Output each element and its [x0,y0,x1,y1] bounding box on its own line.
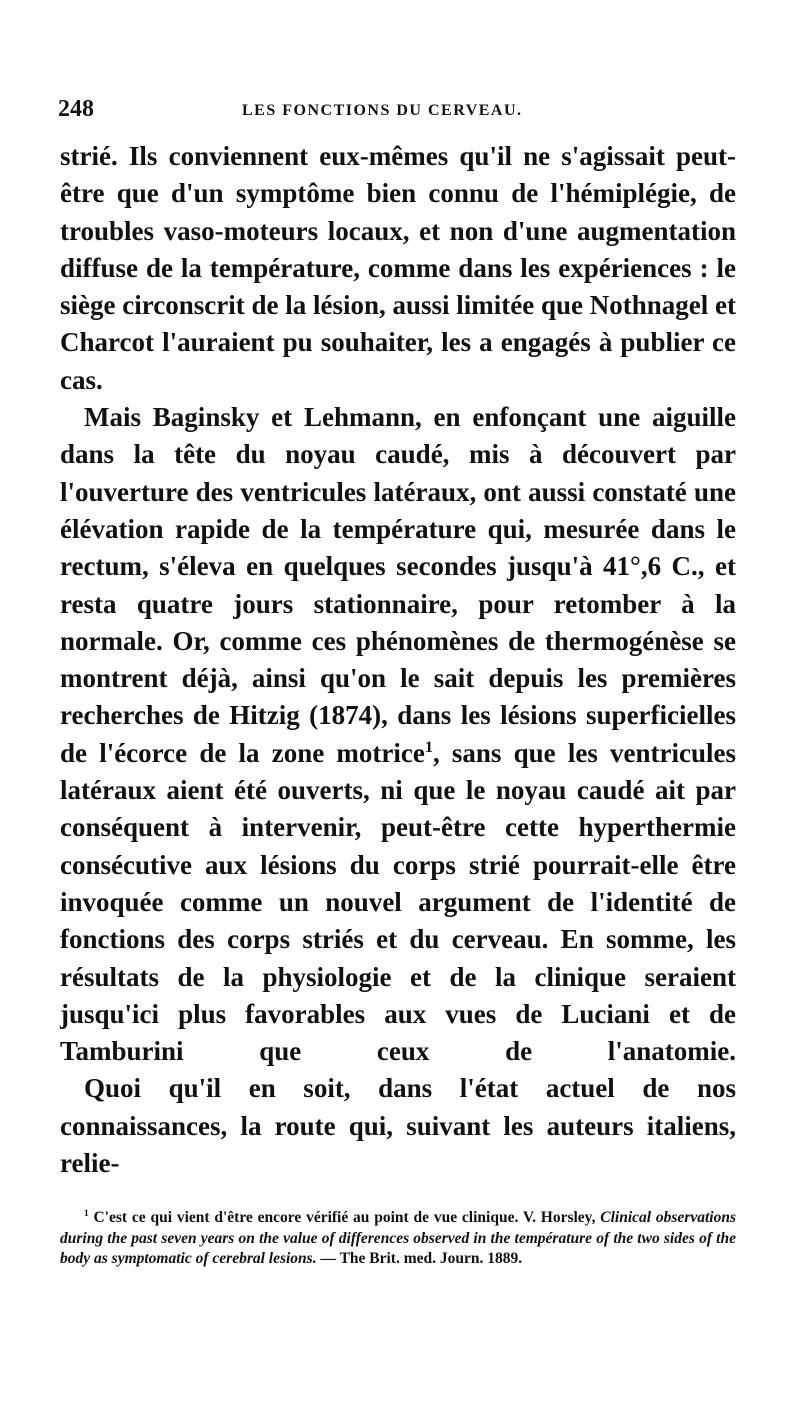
footnote-1 [60,1208,736,1270]
paragraph-2 [60,399,736,1070]
paragraph-3: Quoi qu'il en soit, dans l'état actuel de nos connaissances, la route qui, suivant les auteurs italiens, relie- [60,1073,736,1179]
footnote-text-start: C'est ce qui vient d'être encore vérifié au point de vue clinique. V. Horsley, [88,1209,601,1226]
footnotes [60,1208,736,1270]
page-number: 248 [58,96,94,122]
running-title: LES FONCTIONS DU CERVEAU. [242,102,523,119]
footnote-marker: 1 [84,1208,89,1219]
paragraph-2-text-b: , sans que les ventricules latéraux aient été ouverts, ni que le noyau caudé ait par conséquent à intervenir, peut-être cette hyperthermie consécutive aux lésions du corps strié pourrait-elle être invoquée comme un nouvel argument de l'identité de fonctions des corps striés et du cerveau. En somme, les résultats de la physiologie et de la clinique seraient jusqu'ici plus favorables aux vues de Luciani et de Tamburini que ceux de l'anatomie. [60,737,737,1067]
body-text [60,138,736,1182]
running-head [58,96,738,132]
paragraph-2-text-a: Mais Baginsky et Lehmann, en enfonçant une aiguille dans la tête du noyau caudé, mis à découvert par l'ouverture des ventricules latéraux, ont aussi constaté une élévation rapide de la température qui, mesurée dans le rectum, s'éleva en quelques secondes jusqu'à 41°,6 C., et resta quatre jours stationnaire, pour retomber à la normale. Or, comme ces phénomènes de thermogénèse se montrent déjà, ainsi qu'on le sait depuis les premières recherches de Hitzig (1874), dans les lésions superficielles de l'écorce de la zone motrice [60,402,736,768]
footnote-cited-title: Clinical observations during the past seven years on the value of differences observed in the température of the two sides of the body as symptomatic of cerebral lesions. [60,1209,736,1267]
footnote-reference: 1 [424,737,433,756]
footnote-text-end: — The Brit. med. Journ. 1889. [316,1250,523,1267]
paragraph-1: strié. Ils conviennent eux-mêmes qu'il ne s'agissait peut-être que d'un symptôme bien connu de l'hémiplégie, de troubles vaso-moteurs locaux, et non d'une augmentation diffuse de la température, comme dans les expériences : le siège circonscrit de la lésion, aussi limitée que Nothnagel et Charcot l'auraient pu souhaiter, les a engagés à publier ce cas. [60,141,736,395]
